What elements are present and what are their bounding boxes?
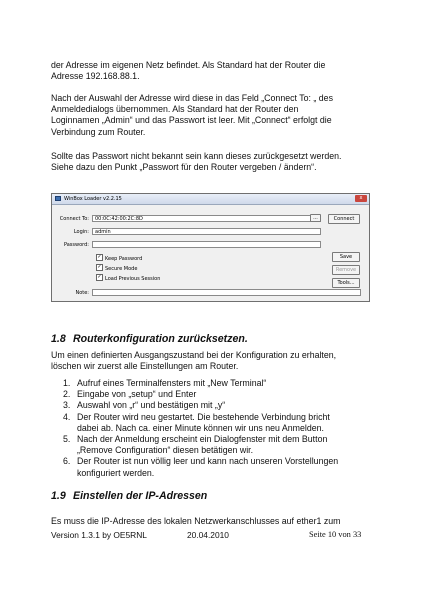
remove-button[interactable]: Remove: [332, 265, 360, 275]
list-number: 3.: [63, 400, 71, 411]
list-text: konfiguriert werden.: [77, 467, 155, 478]
section-number: 1.9: [51, 490, 66, 502]
secure-mode-label: Secure Mode: [105, 266, 138, 272]
tools-button[interactable]: Tools...: [332, 278, 360, 288]
list-item: [63, 456, 375, 478]
check-icon: ✓: [97, 274, 102, 280]
list-text: Nach der Anmeldung erscheint ein Dialogfenster mit dem Button: [77, 434, 328, 445]
list-number: 5.: [63, 434, 71, 445]
footer-page-number: Seite 10 von 33: [309, 530, 362, 539]
list-text: „Remove Configuration“ diesen betätigen wir.: [77, 445, 254, 456]
footer-date: 20.04.2010: [187, 530, 229, 540]
save-button[interactable]: Save: [332, 252, 360, 262]
list-text: dabei ab. Nach ca. einer Minute können wir uns neu Anmelden.: [77, 422, 324, 433]
winbox-loader-dialog: [51, 193, 370, 302]
browse-button[interactable]: ...: [310, 214, 321, 222]
password-label: Password:: [63, 242, 89, 248]
text-line: Adresse 192.168.88.1.: [51, 71, 140, 82]
connect-to-label: Connect To:: [59, 216, 89, 222]
dialog-titlebar: [52, 194, 369, 205]
section-heading-1-8: [51, 333, 248, 345]
footer-version: Version 1.3.1 by OE5RNL: [51, 530, 147, 540]
load-previous-session-label: Load Previous Session: [105, 276, 161, 282]
dialog-title: WinBox Loader v2.2.15: [64, 196, 122, 202]
reset-steps-list: [63, 378, 375, 479]
paragraph-connect: [51, 93, 373, 138]
login-label: Login:: [73, 229, 89, 235]
note-label: Note:: [75, 290, 89, 296]
note-field[interactable]: [92, 289, 361, 296]
paragraph-password: [51, 151, 373, 173]
list-text: Der Router wird neu gestartet. Die bestehende Verbindung bricht: [77, 411, 330, 422]
text-line: Um einen definierten Ausgangszustand bei der Konfiguration zu erhalten,: [51, 350, 337, 360]
close-icon[interactable]: x: [355, 195, 367, 202]
keep-password-label: Keep Password: [105, 256, 143, 262]
list-item: [63, 389, 375, 400]
winbox-icon: [55, 196, 61, 201]
text-line: Nach der Auswahl der Adresse wird diese in das Feld „Connect To: „ des: [51, 93, 333, 103]
login-field[interactable]: admin: [92, 228, 321, 235]
list-text: Eingabe von „setup“ und Enter: [77, 389, 197, 400]
section-title: Routerkonfiguration zurücksetzen.: [73, 333, 248, 345]
list-number: 4.: [63, 411, 71, 422]
keep-password-checkbox[interactable]: [96, 255, 142, 262]
list-text: Auswahl von „r“ und bestätigen mit „y“: [77, 400, 226, 411]
connect-button[interactable]: Connect: [328, 214, 360, 224]
list-item: [63, 434, 375, 456]
list-number: 2.: [63, 389, 71, 400]
text-line: Es muss die IP-Adresse des lokalen Netzwerkanschlusses auf ether1 zum: [51, 516, 341, 526]
list-number: 1.: [63, 378, 71, 388]
section-heading-1-9: [51, 490, 207, 502]
connect-to-field[interactable]: 00:0C:42:00:2C:8D: [92, 215, 321, 222]
paragraph-address: [51, 60, 373, 82]
section-title: Einstellen der IP-Adressen: [73, 490, 208, 502]
text-line: löschen wir zuerst alle Einstellungen am Router.: [51, 361, 239, 372]
list-item: [63, 412, 375, 434]
section-1-8-intro: [51, 350, 373, 372]
section-1-9-text: [51, 516, 373, 527]
text-line: Verbindung zum Router.: [51, 126, 146, 137]
list-text: Der Router ist nun völlig leer und kann nach unseren Vorstellungen: [77, 456, 339, 467]
text-line: Loginnamen „Admin“ und das Passwort ist leer. Mit „Connect“ erfolgt die: [51, 115, 332, 126]
text-line: Sollte das Passwort nicht bekannt sein kann dieses zurückgesetzt werden.: [51, 151, 342, 161]
text-line: der Adresse im eigenen Netz befindet. Als Standard hat der Router die: [51, 60, 326, 70]
list-item: [63, 378, 375, 389]
list-number: 6.: [63, 456, 71, 467]
password-field[interactable]: [92, 241, 321, 248]
load-previous-session-checkbox[interactable]: [96, 275, 160, 282]
list-text: Aufruf eines Terminalfensters mit „New Terminal“: [77, 378, 267, 388]
text-line: Siehe dazu den Punkt „Passwort für den Router vergeben / ändern“.: [51, 162, 317, 173]
secure-mode-checkbox[interactable]: [96, 265, 137, 272]
check-icon: ✓: [97, 254, 102, 260]
text-line: Anmeldedialogs übernommen. Als Standard hat der Router den: [51, 104, 299, 115]
check-icon: ✓: [97, 264, 102, 270]
section-number: 1.8: [51, 333, 66, 345]
list-item: [63, 400, 375, 411]
